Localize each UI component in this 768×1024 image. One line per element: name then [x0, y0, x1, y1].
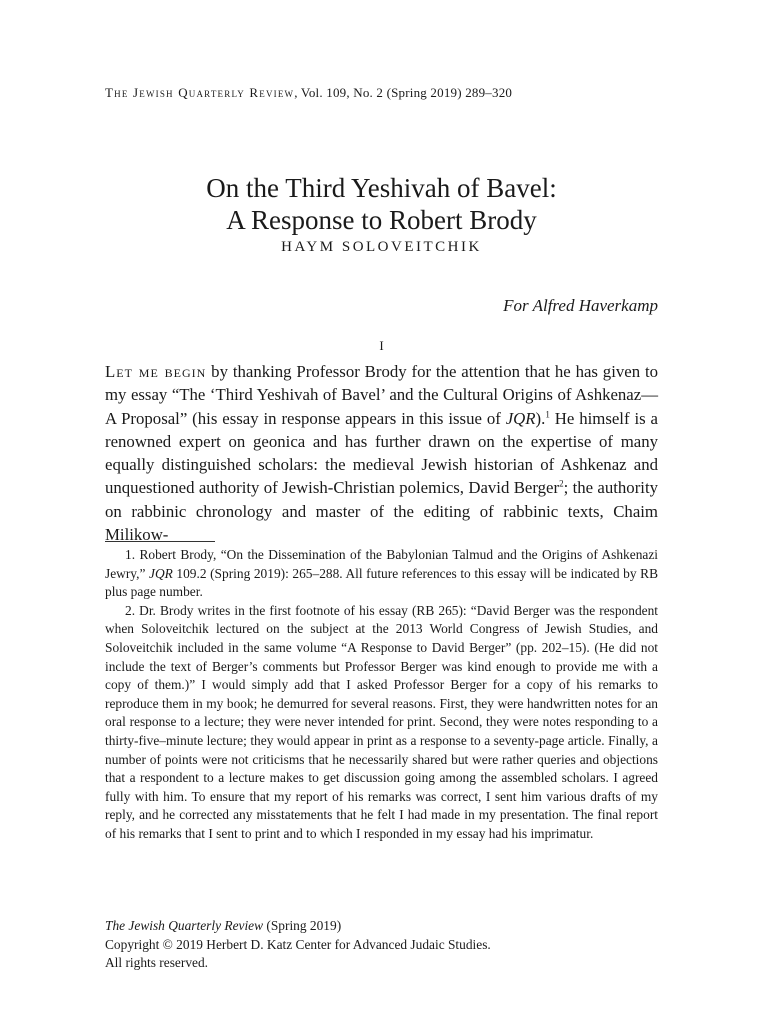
body-paragraph: [105, 360, 658, 546]
footnote-1: [105, 546, 658, 602]
footer-copyright: Copyright © 2019 Herbert D. Katz Center for Advanced Judaic Studies.: [105, 936, 491, 952]
footnote-ref-2[interactable]: 2: [559, 478, 564, 489]
title-block: [105, 172, 658, 256]
section-number: I: [379, 338, 384, 353]
footnote-1-text-b: 109.2 (Spring 2019): 265–288. All future references to this essay will be indicated by RB plus page number.: [105, 565, 659, 600]
footnote-2: 2. Dr. Brody writes in the first footnote of his essay (RB 265): “David Berger was the respondent when Soloveitchik lectured on the subject at the 2013 World Congress of Jewish Studies, and Soloveitchik included in the same volume “A Response to David Berger” (pp. 202–15). (He did not include the text of Berger’s comments but Professor Berger was kind enough to provide me with a copy of them.)” I would simply add that I asked Professor Berger for a copy of his remarks to reproduce them in my book; he demurred for several reasons. First, they were handwritten notes for an oral response to a lecture; they were never intended for print. Second, they were notes responding to a thirty-five–minute lecture; they would appear in print as a response to a seventy-page article. Finally, a number of points were not criticisms that he necessarily shared but were rather queries and objections that a respondent to a lecture makes to get discussion going among the assembled scholars. I agreed fully with him. To ensure that my report of his remarks was correct, I sent him various drafts of my reply, and he corrected any misstatements that he felt I had made in my presentation. The final report of his remarks that I sent to print and to which I responded in my essay had his imprimatur.: [105, 602, 658, 841]
footnote-ref-1[interactable]: 1: [545, 409, 550, 419]
body-text-4: ; the authority on rabbinic chronology and master of the editing of rabbinic texts, Chaim Milikow-: [105, 478, 658, 545]
article-title-line-1: On the Third Yeshivah of Bavel:: [206, 173, 557, 203]
article-author: HAYM SOLOVEITCHIK: [281, 239, 482, 255]
footnote-1-text-a: 1. Robert Brody, “On the Dissemination of the Babylonian Talmud and the Origins of Ashkenazi Jewry,”: [105, 547, 658, 581]
running-head-journal-title: The Jewish Quarterly Review: [105, 85, 295, 100]
body-lead-in: Let me begin: [105, 362, 207, 381]
body-text-2: ).: [535, 408, 546, 428]
footnote-1-journal-abbrev: JQR: [149, 565, 173, 581]
running-head-citation: , Vol. 109, No. 2 (Spring 2019) 289–320: [294, 85, 513, 100]
footer-journal-line: [105, 917, 658, 936]
page-footer: [105, 917, 658, 973]
dedication: For Alfred Haverkamp: [503, 296, 658, 315]
running-head: [105, 85, 512, 101]
footnote-divider: [105, 541, 215, 542]
body-text-3: He himself is a renowned expert on geonica and has further drawn on the expertise of many equally distinguished scholars: the medieval Jewish historian of Ashkenaz and unquestioned authority of Jewish-Christian polemics, David Berger: [105, 408, 659, 498]
body-text-1: by thanking Professor Brody for the attention that he has given to my essay “The ‘Third Yeshivah of Bavel’ and the Cultural Origins of Ashkenaz—A Proposal” (his essay in response appears in this issue of: [105, 362, 659, 428]
footer-rights: All rights reserved.: [105, 955, 209, 971]
article-title-line-2: A Response to Robert Brody: [226, 205, 537, 235]
footnotes: [105, 546, 658, 844]
footer-issue: (Spring 2019): [263, 918, 342, 933]
footer-journal-name: The Jewish Quarterly Review: [105, 918, 264, 933]
journal-page: [105, 0, 658, 1024]
body-journal-abbrev: JQR: [505, 408, 536, 428]
